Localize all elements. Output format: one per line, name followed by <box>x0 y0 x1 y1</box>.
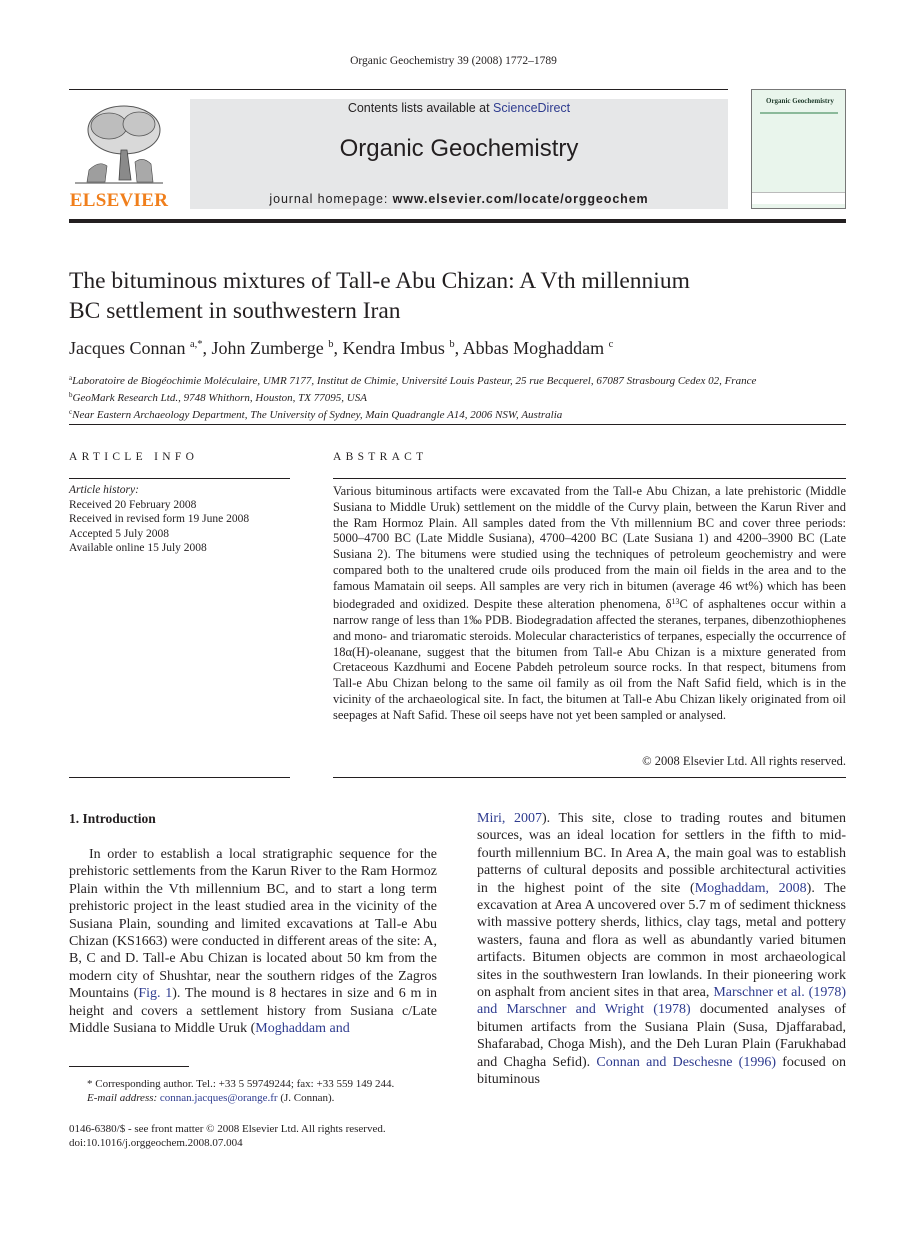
author-separator: , <box>202 338 212 358</box>
citation-link[interactable]: Moghaddam, 2008 <box>694 880 807 896</box>
author-affiliation-mark[interactable]: b <box>328 339 334 350</box>
citation-link[interactable]: Connan and Deschesne (1996) <box>596 1054 777 1070</box>
affiliation-mark: b <box>69 391 73 399</box>
affiliation-mark: a <box>69 374 73 382</box>
affiliation-item <box>69 405 849 422</box>
abstract-part: Various bituminous artifacts were excavated from the Tall-e Abu Chizan, a late prehistoric (Middle Susiana to Middle Uruk) settlement on the middle of the Curvy plain, between the Karun River and the Ram Hormoz Plain. All samples dated from the Vth millennium BC and cover three periods: 5000–4700 BC (Late Middle Susiana), 4700–4200 BC (Late Susiana 1) and 4200–3900 BC (Late Susiana 2). The bitumens were studied using the techniques of petroleum geochemistry and were compared both to the unaltered crude oils produced from the main oil fields in the area and to the famous Mamatain oil seeps. All samples are very rich in bitumen (average 46 wt%) which has been biodegraded and oxidized. Despite these alteration phenomena, δ <box>333 484 846 612</box>
email-suffix: (J. Connan). <box>277 1092 335 1105</box>
article-info-heading: ARTICLE INFO <box>69 451 199 463</box>
affiliation-mark: c <box>69 408 73 416</box>
citation-link[interactable]: Miri, 2007 <box>477 811 542 826</box>
cover-band <box>760 112 838 114</box>
abstract-rule <box>333 478 846 479</box>
affiliation-text: Near Eastern Archaeology Department, The University of Sydney, Main Quadrangle A14, 2006 NSW, Australia <box>72 409 563 421</box>
elsevier-tree-icon <box>69 100 169 188</box>
figure-reference-link[interactable]: Fig. 1 <box>138 986 173 1002</box>
body-text: ). This site, close to trading routes and bitumen sources, was an ideal location for settlers in the fifth to mid-fourth millennium BC. In Area A, the main goal was to establish patterns of cultural deposits and possible architectural activities in the highest point of the site ( <box>477 811 846 896</box>
author-affiliation-mark[interactable]: a,* <box>189 339 203 350</box>
section-heading-introduction: 1. Introduction <box>69 811 156 826</box>
masthead-bottom-rule <box>69 219 846 223</box>
author-separator: , <box>454 338 463 358</box>
body-text: In order to establish a local stratigraphic sequence for the prehistoric settlements from the Karun River to the Ram Hormoz Plain within the Vth millennium BC, and to start a long term prehistoric project in the least studied area in the vicinity of the Susiana Plain, sounding and limited excavations at Tall-e Abu Chizan (KS1663) were conducted in different areas of the site: A, B, C and D. Tall-e Abu Chizan is located about 50 km from the modern city of Shushtar, near the southern ridges of the Zagros Mountains ( <box>69 847 437 1002</box>
footnote-mark: * <box>87 1078 93 1090</box>
affiliation-text: GeoMark Research Ltd., 9748 Whithorn, Houston, TX 77095, USA <box>72 392 367 404</box>
history-item: Available online 15 July 2008 <box>69 542 207 554</box>
cover-footer <box>752 192 845 204</box>
cover-title: Organic Geochemistry <box>766 97 834 105</box>
author-affiliation-mark[interactable]: c <box>608 339 614 350</box>
body-column-left <box>69 846 437 1037</box>
author-list <box>69 338 849 359</box>
issn-line: 0146-6380/$ - see front matter © 2008 Elsevier Ltd. All rights reserved. <box>69 1123 386 1135</box>
author-name[interactable]: Jacques Connan <box>69 338 186 358</box>
affiliations <box>69 371 849 422</box>
history-item: Accepted 5 July 2008 <box>69 527 169 540</box>
email-note <box>69 1091 437 1105</box>
history-item: Received in revised form 19 June 2008 <box>69 513 250 525</box>
body-text: ). The mound is 8 hectares in size and 6 m in height and covers a settlement history from Susiana c/Late Middle Susiana to Middle Uruk ( <box>69 986 437 1037</box>
issn-doi-block <box>69 1122 437 1151</box>
citation-link[interactable]: Moghaddam and <box>255 1021 350 1037</box>
masthead-top-rule <box>69 89 728 90</box>
journal-masthead <box>190 99 728 209</box>
body-text: ). The excavation at Area A uncovered over 5.7 m of sediment thickness with massive pottery sherds, lithics, clay tags, metal and pottery wasters, fauna and flora as well as abundantly varied bitumen artifacts. Bitumen objects are common in most archaeological sites in the southwestern Iran lowlands. In their pioneering work on asphalt from ancient sites in that area, <box>477 880 846 1001</box>
abstract-copyright: © 2008 Elsevier Ltd. All rights reserved. <box>642 754 846 768</box>
author-name[interactable]: Kendra Imbus <box>342 338 445 358</box>
affiliation-item <box>69 388 849 405</box>
homepage-url[interactable]: www.elsevier.com/locate/orggeochem <box>392 192 649 206</box>
abstract-bottom-rule <box>333 777 846 778</box>
contents-prefix: Contents lists available at <box>347 101 494 115</box>
sciencedirect-link[interactable]: ScienceDirect <box>493 101 571 115</box>
history-item: Received 20 February 2008 <box>69 498 197 511</box>
elsevier-logo[interactable] <box>69 100 169 212</box>
doi-line[interactable]: doi:10.1016/j.orggeochem.2008.07.004 <box>69 1137 243 1150</box>
history-label: Article history: <box>69 484 139 496</box>
abstract-part: C of asphaltenes occur within a narrow range of less than 1‰ PDB. Biodegradation affected the steranes, terpanes, dibenzothiophenes and mono- and triaromatic steroids. Molecular characteristics of terpanes, especially the occurrence of 18α(H)-oleanane, suggest that the bitumen from Tall-e Abu Chizan is a mixture generated from Cretaceous Kazdhumi and Eocene Pabdeh petroleum source rocks. In that respect, bitumens from Tall-e Abu Chizan belong to the same oil family as oil from the Naft Safid field, which is in the vicinity of the archaeological site. In fact, the bitumen at Tall-e Abu Chizan likely originated from oil seepages at Naft Safid. These oil seeps have not yet been sampled or analysed. <box>333 597 846 722</box>
article-info-rule <box>69 478 290 479</box>
title-line-1: The bituminous mixtures of Tall-e Abu Chizan: A Vth millennium <box>69 268 690 294</box>
author-affiliation-mark[interactable]: b <box>449 339 455 350</box>
email-link[interactable]: connan.jacques@orange.fr <box>159 1092 278 1105</box>
article-title <box>69 266 809 326</box>
homepage-line <box>190 192 728 206</box>
affiliation-rule <box>69 424 846 425</box>
corresponding-text: Corresponding author. Tel.: +33 5 59749244; fax: +33 559 149 244. <box>95 1078 395 1090</box>
body-text: documented analyses of bitumen artifacts from the Susiana Plain (Susa, Djaffarabad, Shafarabad, Choga Mish), and the Deh Luran Plain (Farukhabad and Chagha Sefid). <box>477 1002 846 1070</box>
title-line-2: BC settlement in southwestern Iran <box>69 298 401 324</box>
author-name[interactable]: John Zumberge <box>211 338 324 358</box>
article-history <box>69 483 290 556</box>
email-label: E-mail address: <box>87 1092 158 1105</box>
author-name[interactable]: Abbas Moghaddam <box>462 338 605 358</box>
footnote-rule <box>69 1066 189 1067</box>
body-column-right <box>477 810 846 1089</box>
elsevier-wordmark: ELSEVIER <box>69 190 169 211</box>
journal-title: Organic Geochemistry <box>339 135 579 162</box>
running-head: Organic Geochemistry 39 (2008) 1772–1789 <box>350 55 557 67</box>
article-info-bottom-rule <box>69 777 290 778</box>
affiliation-item <box>69 371 849 388</box>
footnote <box>69 1077 437 1106</box>
corresponding-author-note <box>69 1077 437 1091</box>
author-separator: , <box>333 338 343 358</box>
journal-cover-thumbnail[interactable] <box>751 89 846 209</box>
body-text: focused on bituminous <box>477 1054 847 1088</box>
contents-line <box>190 101 728 115</box>
abstract-heading: ABSTRACT <box>333 451 428 463</box>
isotope-superscript: 13 <box>671 597 680 607</box>
abstract-text <box>333 484 846 723</box>
citation-link[interactable]: Marschner et al. (1978) and Marschner and Wright (1978) <box>477 985 846 1018</box>
affiliation-text: Laboratoire de Biogéochimie Moléculaire, UMR 7177, Institut de Chimie, Université Louis Pasteur, 25 rue Becquerel, 67087 Strasbourg Cedex 02, France <box>72 375 757 387</box>
homepage-prefix: journal homepage: <box>269 192 393 206</box>
